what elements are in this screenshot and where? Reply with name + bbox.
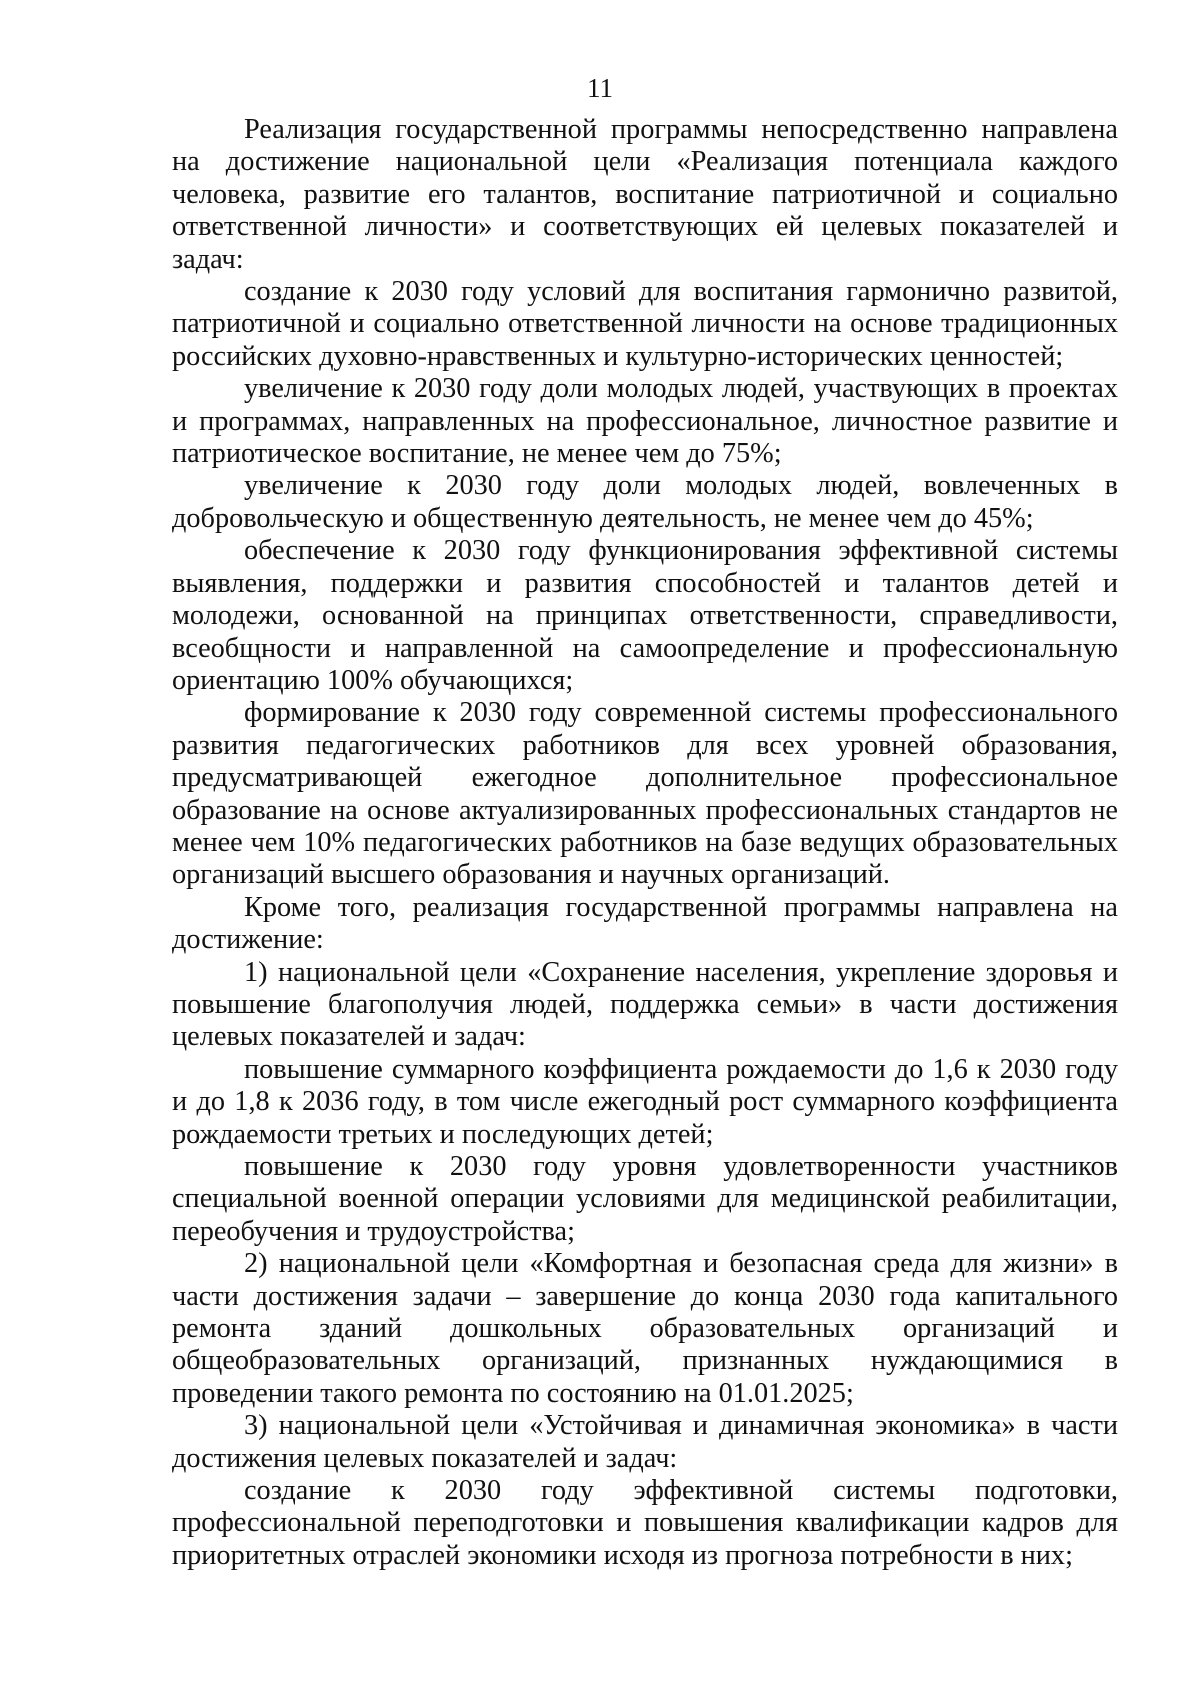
paragraph-intro: Реализация государственной программы непосредственно направлена на достижение национальной цели «Реализация потенциала каждого человека, развитие его талантов, воспитание патриотичной и социально ответственной личности» и соответствующих ей целевых показателей и задач: [172, 114, 1118, 275]
paragraph-goal: 3) национальной цели «Устойчивая и динамичная экономика» в части достижения целевых показателей и задач: [172, 1410, 1118, 1474]
paragraph-item: создание к 2030 году условий для воспитания гармонично развитой, патриотичной и социально ответственной личности на основе традиционных российских духовно-нравственных и культурно-исторических ценностей; [172, 276, 1118, 372]
document-body [172, 114, 1118, 1572]
paragraph-goal: 2) национальной цели «Комфортная и безопасная среда для жизни» в части достижения задачи – завершение до конца 2030 года капитального ремонта зданий дошкольных образовательных организаций и общеобразовательных организаций, признанных нуждающимися в проведении такого ремонта по состоянию на 01.01.2025; [172, 1248, 1118, 1409]
paragraph-item: увеличение к 2030 году доли молодых людей, вовлеченных в добровольческую и общественную деятельность, не менее чем до 45%; [172, 470, 1118, 534]
paragraph-item: создание к 2030 году эффективной системы подготовки, профессиональной переподготовки и повышения квалификации кадров для приоритетных отраслей экономики исходя из прогноза потребности в них; [172, 1475, 1118, 1571]
paragraph-goal: 1) национальной цели «Сохранение населения, укрепление здоровья и повышение благополучия людей, поддержка семьи» в части достижения целевых показателей и задач: [172, 956, 1118, 1053]
paragraph-item: повышение суммарного коэффициента рождаемости до 1,6 к 2030 году и до 1,8 к 2036 году, в том числе ежегодный рост суммарного коэффициента рождаемости третьих и последующих детей; [172, 1053, 1118, 1150]
paragraph-intro: Кроме того, реализация государственной программы направлена на достижение: [172, 891, 1118, 956]
paragraph-item: увеличение к 2030 году доли молодых людей, участвующих в проектах и программах, направленных на профессиональное, личностное развитие и патриотическое воспитание, не менее чем до 75%; [172, 373, 1118, 470]
paragraph-item: формирование к 2030 году современной системы профессионального развития педагогических работников для всех уровней образования, предусматривающей ежегодное дополнительное профессиональное образование на основе актуализированных профессиональных стандартов не менее чем 10% педагогических работников на базе ведущих образовательных организаций высшего образования и научных организаций. [172, 697, 1118, 891]
page-number: 11 [587, 73, 613, 103]
paragraph-item: повышение к 2030 году уровня удовлетворенности участников специальной военной операции условиями для медицинской реабилитации, переобучения и трудоустройства; [172, 1151, 1118, 1247]
paragraph-item: обеспечение к 2030 году функционирования эффективной системы выявления, поддержки и развития способностей и талантов детей и молодежи, основанной на принципах ответственности, справедливости, всеобщности и направленной на самоопределение и профессиональную ориентацию 100% обучающихся; [172, 535, 1118, 696]
